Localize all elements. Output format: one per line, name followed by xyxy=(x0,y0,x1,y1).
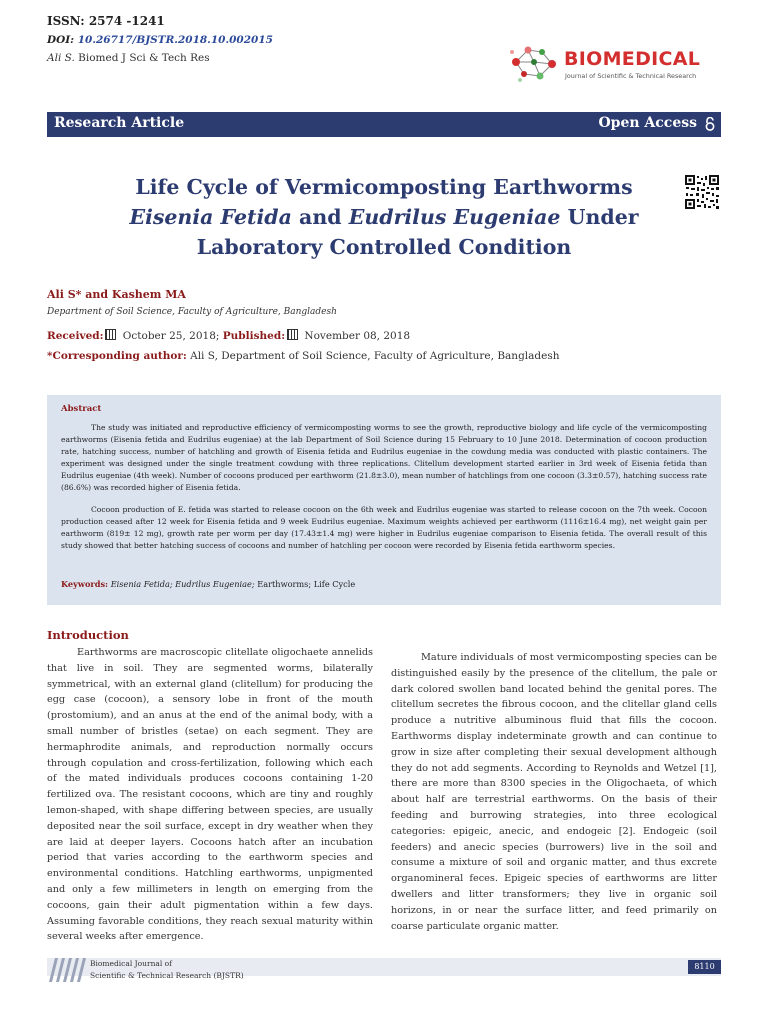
title-species-2: Eudrilus Eugeniae xyxy=(348,205,561,229)
issn: ISSN: 2574 -1241 xyxy=(47,14,165,28)
published-label: Published: xyxy=(222,330,286,342)
article-title xyxy=(80,172,688,262)
keywords-italic: Eisenia Fetida; Eudrilus Eugeniae; xyxy=(108,579,255,589)
citation-journal: Biomed J Sci & Tech Res xyxy=(78,52,210,64)
title-line-1: Life Cycle of Vermicomposting Earthworms xyxy=(135,175,633,199)
dates xyxy=(47,329,410,342)
keywords-label: Keywords: xyxy=(61,579,109,589)
title-species-1: Eisenia Fetida xyxy=(129,205,292,229)
abstract-box xyxy=(47,395,721,605)
molecule-logo-icon xyxy=(508,42,560,82)
title-line-2 xyxy=(80,202,688,232)
authors: Ali S* and Kashem MA xyxy=(47,288,186,301)
abstract-paragraph-1: The study was initiated and reproductive efficiency of vermicomposting worms to see the growth, reproductive biology and life cycle of the vermicomposting earthworms (Eisenia fetida and Eudrilus eugeniae) at the lab Department of Soil Science during 15 February to 10 June 2018. Determination of cocoon production rate, hatching success, number of hatchling and growth of Eisenia fetida and Eudrilus eugeniae in the cowdung media was conducted with plastic containers. The experiment was designed under the single treatment cowdung with three replications. Clitellum development started earlier in 3rd week of Eisenia fetida than Eudrilus eugeniae (4th week). Number of cocoons produced per earthworm (21.8±3.0), mean number of hatchlings from one cocoon (3.3±0.57), hatching success rate (86.6%) was recorded higher of Eisenia fetida. xyxy=(61,423,707,492)
title-under: Under xyxy=(560,205,639,229)
open-access-label: Open Access xyxy=(598,115,697,131)
footer-journal xyxy=(90,958,244,982)
received-date: October 25, 2018; xyxy=(119,330,220,342)
calendar-icon xyxy=(287,329,298,340)
footer-journal-line-2: Scientific & Technical Research (BJSTR) xyxy=(90,971,244,980)
calendar-icon xyxy=(105,329,116,340)
received-label: Received: xyxy=(47,330,104,342)
footer-journal-line-1: Biomedical Journal of xyxy=(90,959,172,968)
corresponding-label: *Corresponding author: xyxy=(47,350,187,362)
article-banner xyxy=(47,112,721,137)
introduction-column-1: Earthworms are macroscopic clitellate oligochaete annelids that live in soil. They are segmented worms, bilaterally symmetrical, with an external gland (clitellum) for producing the egg case (cocoon), a sensory lobe in front of the mouth (prostomium), and an anus at the end of the animal body, with a small number of bristles (setae) on each segment. They are hermaphrodite animals, and reproduction normally occurs through copulation and cross-fertilization, following which each of the mated individuals produces cocoons containing 1-20 fertilized ova. The resistant cocoons, which are tiny and roughly lemon-shaped, with shape differing between species, are usually deposited near the soil surface, except in dry weather when they are laid at deeper layers. Cocoons hatch after an incubation period that varies according to the earthworm species and environmental conditions. Hatchling earthworms, unpigmented and only a few millimeters in length on emerging from the cocoons, gain their adult pigmentation within a few days. Assuming favorable conditions, they reach sexual maturity within several weeks after emergence. xyxy=(47,647,373,943)
introduction-column-2: Mature individuals of most vermicomposting species can be distinguished easily by the presence of the clitellum, the pale or dark colored swollen band located behind the genital pores. The clitellum secretes the fibrous cocoon, and the clitellar gland cells produce a nutritive albuminous fluid that fills the cocoon. Earthworms display indeterminate growth and can continue to grow in size after completing their sexual development although they do not add segments. According to Reynolds and Wetzel [1], there are more than 8300 species in the Oligochaeta, of which about half are terrestrial earthworms. On the basis of their feeding and burrowing strategies, into three ecological categories: epigeic, anecic, and endogeic [2]. Endogeic (soil feeders) and anecic species (burrowers) live in the soil and consume a mixture of soil and organic matter, and thus excrete organomineral feces. Epigeic species of earthworms are litter dwellers and litter transformers; they live in organic soil horizons, in or near the surface litter, and feed primarily on coarse particulate organic matter. xyxy=(391,652,717,932)
corresponding-author xyxy=(47,350,560,362)
logo-name: BIOMEDICAL xyxy=(564,48,701,70)
article-type: Research Article xyxy=(54,115,185,131)
corresponding-text: Ali S, Department of Soil Science, Faculty of Agriculture, Bangladesh xyxy=(186,350,560,362)
title-and: and xyxy=(291,205,349,229)
published-date: November 08, 2018 xyxy=(301,330,411,342)
abstract-heading: Abstract xyxy=(61,404,102,414)
citation-author: Ali S. xyxy=(47,52,75,64)
logo-subtitle: Journal of Scientific & Technical Research xyxy=(565,72,697,80)
department: Department of Soil Science, Faculty of Agriculture, Bangladesh xyxy=(47,307,337,317)
doi-link[interactable]: 10.26717/BJSTR.2018.10.002015 xyxy=(77,34,273,46)
keywords-rest: Earthworms; Life Cycle xyxy=(254,579,356,589)
keywords xyxy=(61,579,355,589)
citation xyxy=(47,52,210,64)
doi[interactable] xyxy=(47,34,273,46)
open-access-lock-icon xyxy=(705,117,715,131)
title-line-3: Laboratory Controlled Condition xyxy=(196,235,572,259)
abstract-paragraph-2: Cocoon production of E. fetida was started to release cocoon on the 6th week and Eudrilus eugeniae was started to release cocoon on the 7th week. Cocoon production ceased after 12 week for Eisenia fetida and 9 week Eudrilus eugeniae. Maximum weights achieved per earthworm (1116±16.4 mg), net weight gain per earthworm (819± 12 mg), growth rate per worm per day (17.43±1.4 mg) were higher in Eudrilus eugeniae comparison to Eisenia fetida. The overall result of this study showed that better hatching success of cocoons and number of hatchling per cocoon were recorded by Eisenia fetida earthworm species. xyxy=(61,505,707,550)
page-number: 8110 xyxy=(688,960,721,974)
doi-label: DOI: xyxy=(47,34,75,46)
journal-logo xyxy=(508,42,723,82)
qr-code-icon[interactable] xyxy=(684,174,720,210)
introduction-heading: Introduction xyxy=(47,628,129,642)
